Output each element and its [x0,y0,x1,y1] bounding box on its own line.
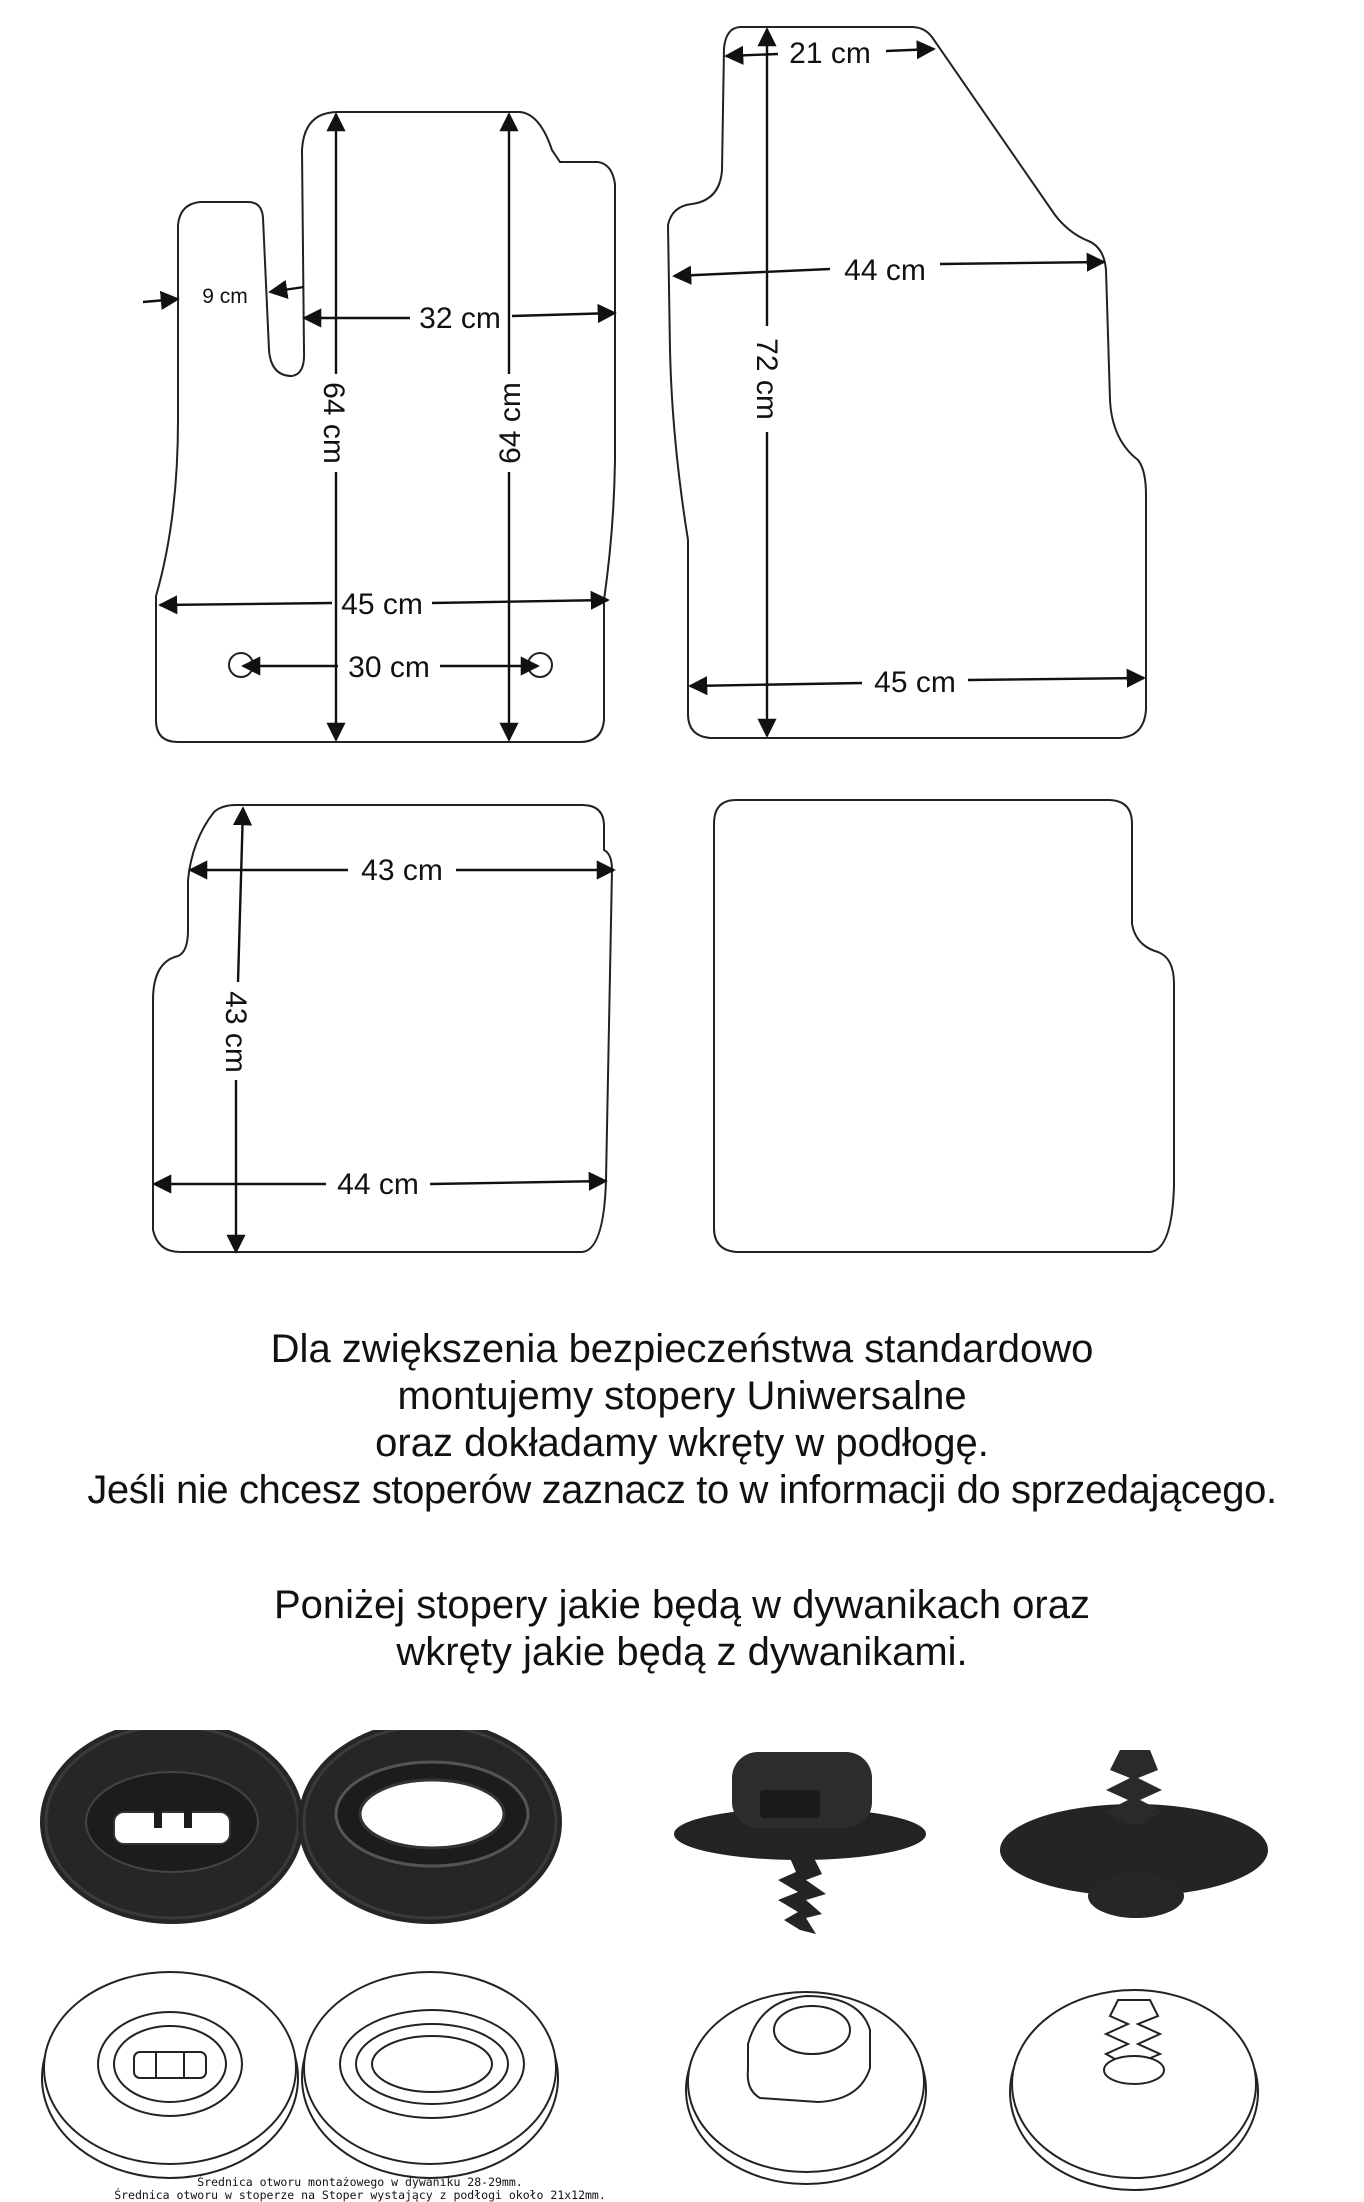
dim-label-72cm: 72 cm [750,338,783,420]
mat-rear-right [714,800,1174,1252]
info-line-2: montujemy stopery Uniwersalne [397,1374,967,1418]
dim-label-32cm: 32 cm [419,302,501,335]
floor-peg-photo [674,1752,926,1934]
mat-front-right [668,27,1146,738]
info-line-5: Poniżej stopery jakie będą w dywanikach oraz [274,1583,1090,1627]
mat-front-right-outline [668,27,1146,738]
stopper-oval-photo [298,1730,562,1924]
dim-label-43cm-height: 43 cm [219,991,252,1073]
floor-peg-drawing [686,1992,926,2184]
hole-diameter-note [0,2176,720,2202]
dim-label-43cm-top: 43 cm [361,854,443,887]
dim-label-9cm: 9 cm [202,285,248,308]
dim-label-45cm-front-right: 45 cm [874,666,956,699]
mat-rear-left [153,805,614,1252]
dim-label-64cm-right: 64 cm [494,382,527,464]
stopper-round-photo [40,1730,304,1924]
stopper-round-drawing [42,1972,298,2178]
dim-label-44cm-bottom: 44 cm [337,1168,419,1201]
mat-front-left [143,112,615,742]
screw-photo [1000,1750,1268,1918]
note-line-1: Średnica otworu montażowego w dywaniku 28-29mm. [197,2175,523,2189]
stoppers-illustration [0,1730,1364,2200]
mat-rear-right-outline [714,800,1174,1252]
dim-label-44cm-upper: 44 cm [844,254,926,287]
dim-label-21cm: 21 cm [789,37,871,70]
dim-arrow-9cm-right [270,287,304,292]
info-line-3: oraz dokładamy wkręty w podłogę. [375,1421,989,1465]
dim-label-64cm-left: 64 cm [317,382,350,464]
dim-arrow-9cm [143,299,178,302]
stopper-oval-drawing [302,1972,558,2178]
info-paragraph-screws [0,1582,1364,1676]
note-line-2: Średnica otworu w stoperze na Stoper wystający z podłogi około 21x12mm. [114,2188,606,2202]
dim-label-45cm-front-left: 45 cm [341,588,423,621]
info-paragraph-stoppers [0,1326,1364,1514]
screw-drawing [1010,1990,1258,2190]
info-line-1: Dla zwiększenia bezpieczeństwa standardowo [270,1327,1094,1371]
info-line-4: Jeśli nie chcesz stoperów zaznacz to w informacji do sprzedającego. [87,1468,1277,1512]
dim-label-30cm: 30 cm [348,651,430,684]
mat-front-left-outline [156,112,615,742]
info-line-6: wkręty jakie będą z dywanikami. [396,1630,968,1674]
